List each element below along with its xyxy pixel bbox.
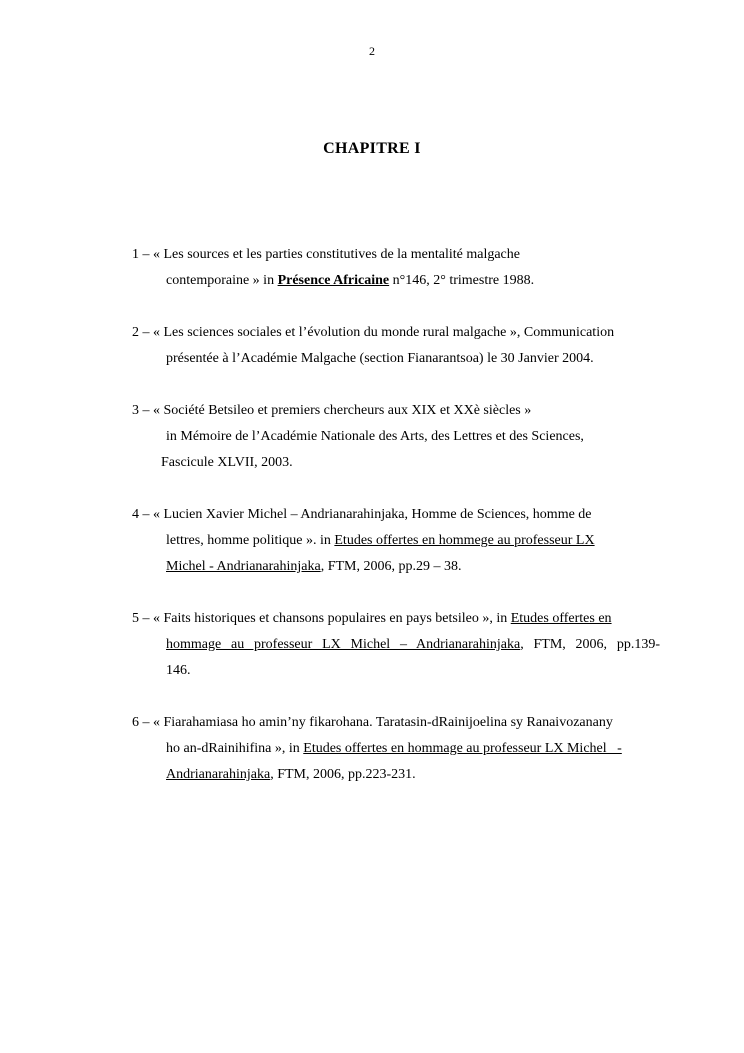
book-title: hommage au professeur LX Michel – Andrianarahinjaka: [166, 637, 521, 652]
reference-item-4: [132, 502, 660, 580]
reference-text: n°146, 2° trimestre 1988.: [389, 273, 535, 288]
book-title: Etudes offertes en: [510, 611, 612, 626]
reference-text: , FTM, 2006, pp.139-: [520, 637, 660, 652]
journal-title: Présence Africaine: [277, 273, 390, 288]
reference-line: 4 – « Lucien Xavier Michel – Andrianarahinjaka, Homme de Sciences, homme de: [132, 507, 592, 522]
reference-item-3: [132, 398, 660, 476]
reference-line: [132, 632, 660, 658]
reference-text: , FTM, 2006, pp.29 – 38.: [320, 559, 462, 574]
reference-line: 2 – « Les sciences sociales et l’évolution du monde rural malgache », Communication: [132, 325, 615, 340]
reference-text: lettres, homme politique ». in: [166, 533, 335, 548]
reference-line: [132, 762, 660, 788]
book-title: Etudes offertes en hommege au professeur LX: [334, 533, 595, 548]
reference-line: présentée à l’Académie Malgache (section Fianarantsoa) le 30 Janvier 2004.: [166, 351, 594, 366]
chapter-title: CHAPITRE I: [323, 140, 421, 157]
reference-item-1: [132, 242, 660, 294]
reference-line: 3 – « Société Betsileo et premiers chercheurs aux XIX et XXè siècles »: [132, 403, 532, 418]
reference-line: [132, 554, 660, 580]
reference-line: 6 – « Fiarahamiasa ho amin’ny fikarohana. Taratasin-dRainijoelina sy Ranaivozanany: [132, 715, 613, 730]
book-title: Michel - Andrianarahinjaka: [166, 559, 321, 574]
reference-text: contemporaine » in: [166, 273, 278, 288]
reference-line: [132, 528, 660, 554]
reference-line: [132, 736, 660, 762]
reference-line: Fascicule XLVII, 2003.: [161, 455, 293, 470]
reference-line: in Mémoire de l’Académie Nationale des Arts, des Lettres et des Sciences,: [166, 429, 584, 444]
book-title: Etudes offertes en hommage au professeur LX Michel -: [303, 741, 622, 756]
page-number: 2: [369, 44, 375, 58]
reference-item-5: [132, 606, 660, 684]
reference-line: [132, 268, 660, 294]
reference-item-2: [132, 320, 660, 372]
book-title: Andrianarahinjaka: [166, 767, 271, 782]
reference-text: 5 – « Faits historiques et chansons populaires en pays betsileo », in: [132, 611, 511, 626]
reference-line: [132, 606, 660, 632]
reference-item-6: [132, 710, 660, 788]
reference-line: 1 – « Les sources et les parties constitutives de la mentalité malgache: [132, 247, 520, 262]
reference-line: 146.: [166, 663, 191, 678]
reference-text: ho an-dRainihifina », in: [166, 741, 304, 756]
reference-text: , FTM, 2006, pp.223-231.: [270, 767, 416, 782]
reference-list: [132, 242, 660, 814]
